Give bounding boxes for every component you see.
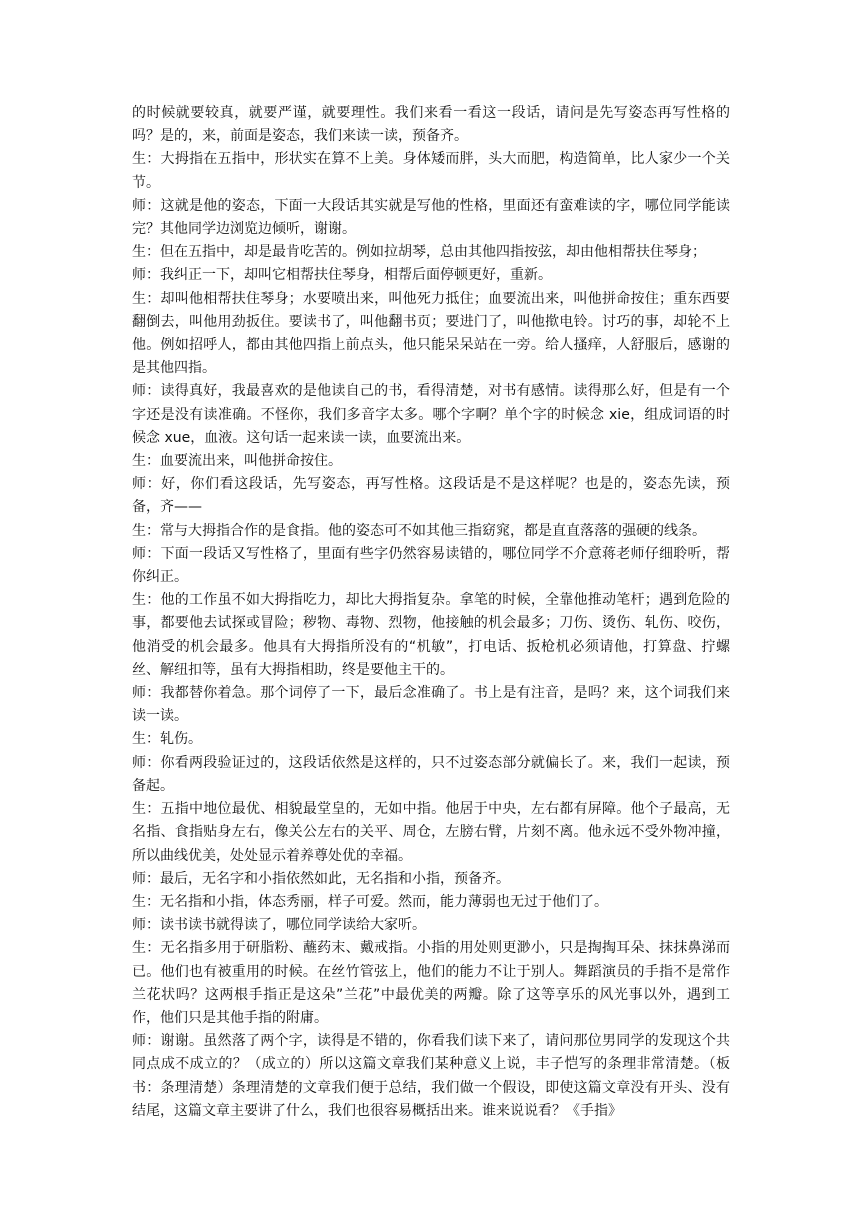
paragraph: 生：常与大拇指合作的是食指。他的姿态可不如其他三指窈窕，都是直直落落的强硬的线条。	[132, 522, 706, 539]
paragraph: 师：读书读书就得读了，哪位同学读给大家听。	[132, 917, 426, 934]
document-page	[132, 102, 730, 1123]
paragraph: 师：好，你们看这段话，先写姿态，再写性格。这段话是不是这样呢？也是的，姿态先读，预备，齐——	[132, 476, 730, 516]
paragraph: 生：无名指和小指，体态秀丽，样子可爱。然而，能力薄弱也无过于他们了。	[132, 893, 608, 910]
paragraph: 师：我都替你着急。那个词停了一下，最后念准确了。书上是有注音，是吗？来，这个词我们来读一读。	[132, 685, 730, 725]
paragraph: 师：最后，无名字和小指依然如此，无名指和小指，预备齐。	[132, 870, 510, 887]
paragraph: 生：轧伤。	[132, 731, 202, 748]
paragraph: 生：但在五指中，却是最肯吃苦的。例如拉胡琴，总由其他四指按弦，却由他相帮扶住琴身；	[132, 244, 706, 261]
paragraph: 生：他的工作虽不如大拇指吃力，却比大拇指复杂。拿笔的时候，全靠他推动笔杆；遇到危险的事，都要他去试探或冒险；秽物、毒物、烈物，他接触的机会最多；刀伤、烫伤、轧伤、咬伤，他消受的机会最多。他具有大拇指所没有的“机敏”，打电话、扳枪机必须请他，打算盘、拧螺丝、解纽扣等，虽有大拇指相助，终是要他主干的。	[132, 592, 730, 678]
paragraph: 师：这就是他的姿态，下面一大段话其实就是写他的性格，里面还有蛮难读的字，哪位同学能读完？其他同学边浏览边倾听，谢谢。	[132, 197, 730, 238]
paragraph: 师：谢谢。虽然落了两个字，读得是不错的，你看我们读下来了，请问那位男同学的发现这个共同点成不成立的？（成立的）所以这篇文章我们某种意义上说，丰子恺写的条理非常清楚。（板书：条理清楚）条理清楚的文章我们便于总结，我们做一个假设，即使这篇文章没有开头、没有结尾，这篇文章主要讲了什么，我们也很容易概括出来。谁来说说看？《手指》	[132, 1033, 730, 1119]
paragraph: 生：无名指多用于研脂粉、蘸药末、戴戒指。小指的用处则更渺小，只是掏掏耳朵、抹抹鼻涕而已。他们也有被重用的时候。在丝竹管弦上，他们的能力不让于别人。舞蹈演员的手指不是常作兰花状吗？这两根手指正是这朵”兰花”中最优美的两瓣。除了这等享乐的风光事以外，遇到工作，他们只是其他手指的附庸。	[132, 940, 730, 1026]
paragraph: 师：我纠正一下，却叫它相帮扶住琴身，相帮后面停顿更好，重新。	[132, 267, 552, 284]
paragraph: 生：大拇指在五指中，形状实在算不上美。身体矮而胖，头大而肥，构造简单，比人家少一个关节。	[132, 151, 730, 191]
paragraph: 的时候就要较真，就要严谨，就要理性。我们来看一看这一段话，请问是先写姿态再写性格的吗？是的，来，前面是姿态，我们来读一读，预备齐。	[132, 105, 730, 145]
paragraph: 师：读得真好，我最喜欢的是他读自己的书，看得清楚，对书有感情。读得那么好，但是有一个字还是没有读准确。不怪你，我们多音字太多。哪个字啊？单个字的时候念 xie，组成词语的时候念 xue，血液。这句话一起来读一读，血要流出来。	[132, 383, 730, 446]
paragraph: 师：下面一段话又写性格了，里面有些字仍然容易读错的，哪位同学不介意蒋老师仔细聆听，帮你纠正。	[132, 545, 730, 586]
paragraph: 生：五指中地位最优、相貌最堂皇的，无如中指。他居于中央，左右都有屏障。他个子最高，无名指、食指贴身左右，像关公左右的关平、周仓，左膀右臂，片刻不离。他永远不受外物冲撞，所以曲线优美，处处显示着养尊处优的幸福。	[132, 801, 730, 864]
paragraph: 师：你看两段验证过的，这段话依然是这样的，只不过姿态部分就偏长了。来，我们一起读，预备起。	[132, 754, 730, 794]
paragraph: 生：却叫他相帮扶住琴身；水要喷出来，叫他死力抵住；血要流出来，叫他拼命按住；重东西要翻倒去，叫他用劲扳住。要读书了，叫他翻书页；要进门了，叫他揿电铃。讨巧的事，却轮不上他。例如招呼人，都由其他四指上前点头，他只能呆呆站在一旁。给人搔痒，人舒服后，感谢的是其他四指。	[132, 290, 730, 377]
paragraph: 生：血要流出来，叫他拼命按住。	[132, 453, 342, 470]
